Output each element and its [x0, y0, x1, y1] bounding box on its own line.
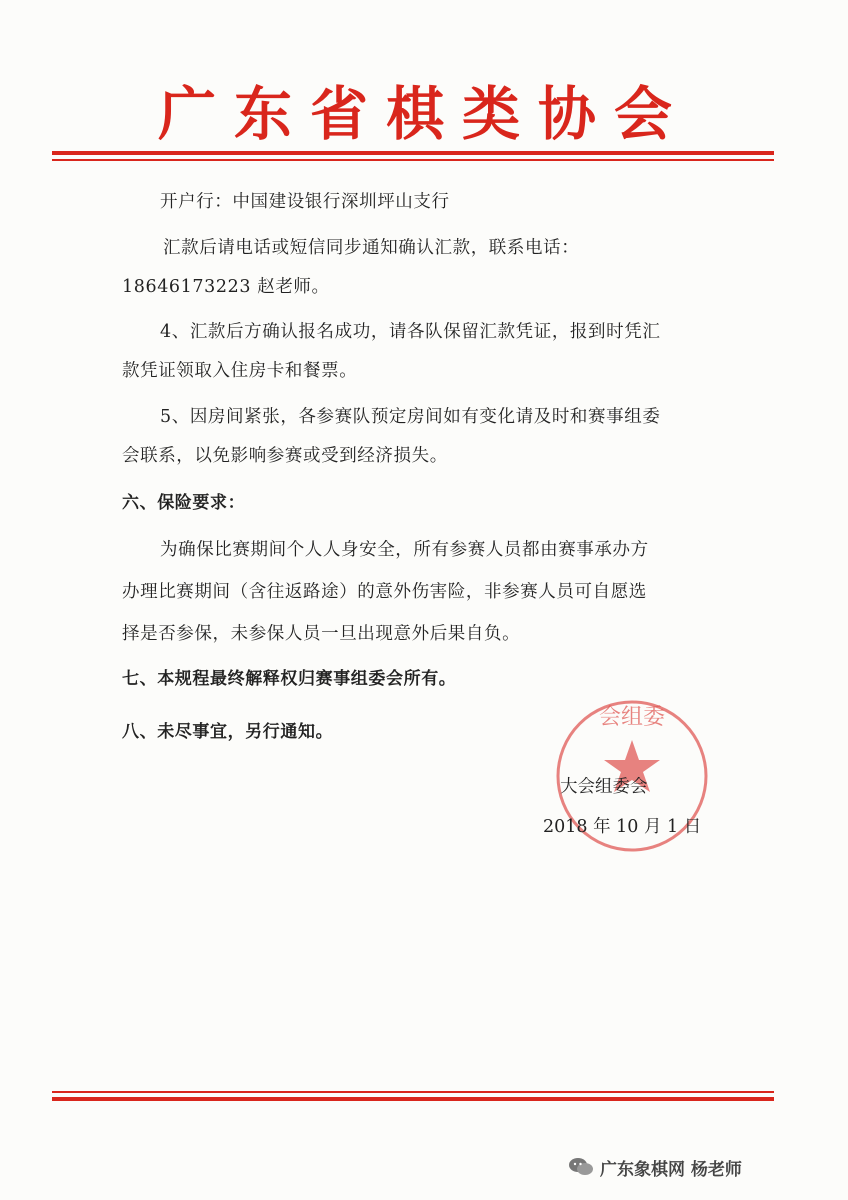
- item4-line2: 款凭证领取入住房卡和餐票。: [122, 361, 358, 381]
- notify-line: 汇款后请电话或短信同步通知确认汇款，联系电话：: [163, 238, 580, 258]
- insurance-line3: 择是否参保，未参保人员一旦出现意外后果自负。: [122, 624, 521, 644]
- insurance-line1: 为确保比赛期间个人人身安全，所有参赛人员都由赛事承办方: [160, 540, 649, 560]
- watermark-text: 广东象棋网 杨老师: [600, 1159, 742, 1180]
- item5-line2: 会联系，以免影响参赛或受到经济损失。: [122, 446, 448, 466]
- footer-rule-thin: [52, 1091, 774, 1093]
- section-eight-heading: 八、未尽事宜，另行通知。: [122, 722, 334, 742]
- issue-date: 2018 年 10 月 1 日: [543, 817, 702, 837]
- issuer-name: 大会组委会: [560, 777, 648, 797]
- footer-rule-thick: [52, 1097, 774, 1101]
- section-six-heading: 六、保险要求：: [122, 493, 246, 513]
- bank-line: 开户行：中国建设银行深圳坪山支行: [160, 192, 450, 212]
- seal-text: 会组委: [598, 705, 666, 730]
- letterhead-rule-thick: [52, 151, 774, 155]
- letterhead-rule-thin: [52, 159, 774, 161]
- phone-line: 18646173223 赵老师。: [122, 277, 330, 297]
- insurance-line2: 办理比赛期间（含往返路途）的意外伤害险，非参赛人员可自愿选: [122, 582, 647, 602]
- item5-line1: 5、因房间紧张，各参赛队预定房间如有变化请及时和赛事组委: [160, 407, 661, 427]
- letterhead-title: 广东省棋类协会: [157, 80, 690, 148]
- item4-line1: 4、汇款后方确认报名成功，请各队保留汇款凭证，报到时凭汇: [160, 322, 661, 342]
- footer-watermark: [568, 1152, 742, 1182]
- wechat-icon: [568, 1157, 594, 1177]
- section-seven-heading: 七、本规程最终解释权归赛事组委会所有。: [122, 669, 457, 689]
